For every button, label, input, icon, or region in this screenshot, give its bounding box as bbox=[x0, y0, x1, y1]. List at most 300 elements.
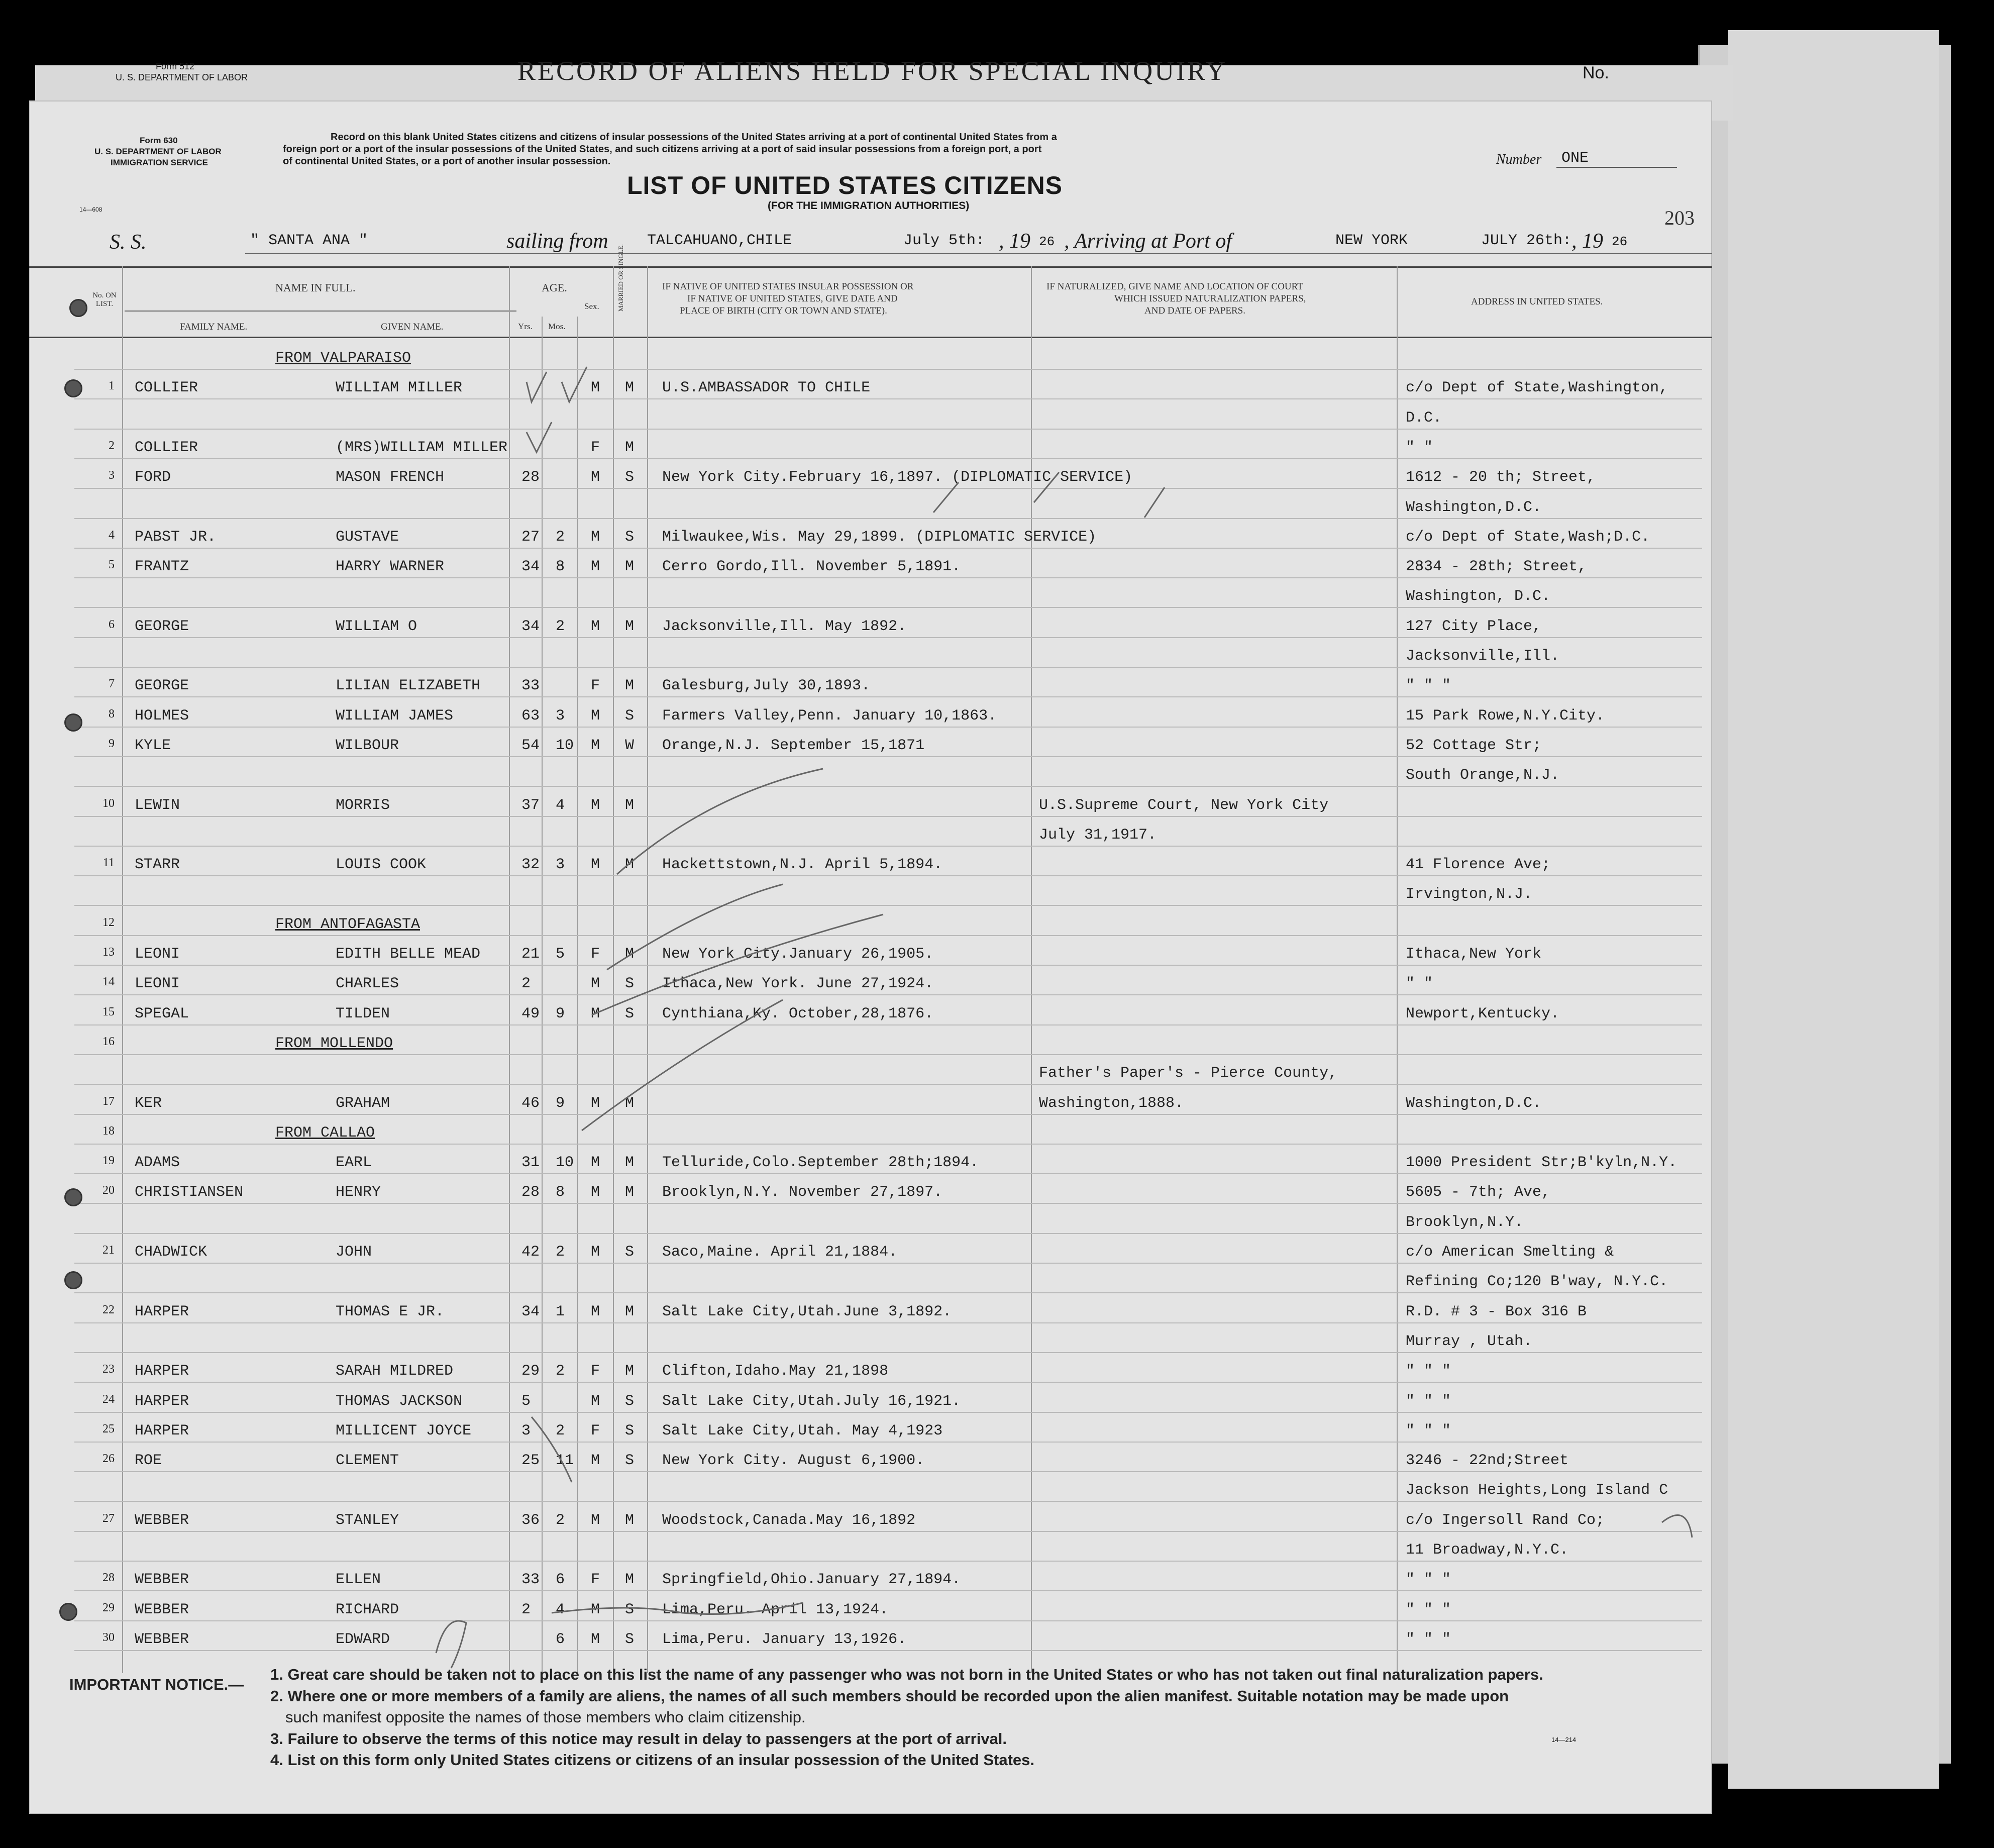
birth-place-date: Saco,Maine. April 21,1884. bbox=[662, 1244, 898, 1261]
age-years: 36 bbox=[521, 1511, 540, 1529]
service-label: IMMIGRATION SERVICE bbox=[111, 158, 208, 167]
birth-place-date: Hackettstown,N.J. April 5,1894. bbox=[662, 856, 943, 874]
age-months: 8 bbox=[556, 1184, 565, 1201]
age-years: 3 bbox=[521, 1422, 531, 1440]
naturalization: July 31,1917. bbox=[1039, 826, 1157, 844]
row-number: 18 bbox=[102, 1124, 115, 1138]
age-months: 2 bbox=[556, 528, 565, 546]
family-name: WEBBER bbox=[135, 1601, 189, 1618]
family-name: COLLIER bbox=[135, 379, 198, 397]
address: " " " bbox=[1406, 1601, 1451, 1618]
age-years: 2 bbox=[521, 1601, 531, 1618]
given-name: ELLEN bbox=[336, 1571, 381, 1589]
birth-place-date: Jacksonville,Ill. May 1892. bbox=[662, 618, 907, 635]
ss-label: S. S. bbox=[110, 231, 147, 254]
family-name: ROE bbox=[135, 1452, 162, 1470]
marital-status: S bbox=[625, 1601, 635, 1618]
birth-place-date: Orange,N.J. September 15,1871 bbox=[662, 737, 925, 754]
sailing-date: July 5th: bbox=[903, 232, 985, 249]
given-name: JOHN bbox=[336, 1244, 372, 1261]
row-number: 24 bbox=[102, 1392, 115, 1406]
row-number: 23 bbox=[102, 1363, 115, 1376]
address: D.C. bbox=[1406, 409, 1442, 427]
col-given-header: GIVEN NAME. bbox=[381, 322, 444, 332]
family-name: FRANTZ bbox=[135, 558, 189, 576]
age-years: 49 bbox=[521, 1005, 540, 1022]
sex: F bbox=[591, 677, 600, 695]
sex: M bbox=[591, 558, 600, 576]
naturalization: Father's Paper's - Pierce County, bbox=[1039, 1065, 1338, 1082]
age-months: 4 bbox=[556, 1601, 565, 1618]
address: Newport,Kentucky. bbox=[1406, 1005, 1560, 1022]
birth-place-date: Farmers Valley,Penn. January 10,1863. bbox=[662, 707, 997, 725]
sex: M bbox=[591, 796, 600, 814]
row-number: 16 bbox=[102, 1035, 115, 1048]
form-512-label: Form 512 bbox=[156, 61, 195, 71]
given-name: MILLICENT JOYCE bbox=[336, 1422, 472, 1440]
given-name: THOMAS JACKSON bbox=[336, 1392, 463, 1410]
birth-place-date: New York City.January 26,1905. bbox=[662, 946, 934, 963]
sex: F bbox=[591, 1422, 600, 1440]
row-number: 19 bbox=[102, 1154, 115, 1168]
age-months: 3 bbox=[556, 707, 565, 725]
ship-name: " SANTA ANA " bbox=[250, 232, 368, 249]
birth-place-date: Woodstock,Canada.May 16,1892 bbox=[662, 1511, 916, 1529]
col-sex-header: Sex. bbox=[584, 301, 599, 311]
family-name: HARPER bbox=[135, 1392, 189, 1410]
sex: M bbox=[591, 707, 600, 725]
address: " " " bbox=[1406, 1630, 1451, 1648]
age-months: 2 bbox=[556, 1511, 565, 1529]
marital-status: M bbox=[625, 618, 635, 635]
instructions-line-3: of continental United States, or a port of another insular possession. bbox=[283, 156, 611, 167]
address: Murray , Utah. bbox=[1406, 1332, 1533, 1350]
given-name: FROM MOLLENDO bbox=[275, 1035, 393, 1052]
col-yrs-header: Yrs. bbox=[518, 322, 533, 331]
age-months: 2 bbox=[556, 1363, 565, 1380]
birth-place-date: Lima,Peru. January 13,1926. bbox=[662, 1630, 907, 1648]
row-number: 30 bbox=[102, 1630, 115, 1644]
sex: M bbox=[591, 1452, 600, 1470]
age-months: 5 bbox=[556, 946, 565, 963]
marital-status: S bbox=[625, 1392, 635, 1410]
address: " " bbox=[1406, 975, 1433, 993]
given-name: MASON FRENCH bbox=[336, 469, 445, 486]
age-years: 29 bbox=[521, 1363, 540, 1380]
address: " " " bbox=[1406, 1363, 1451, 1380]
given-name: WILBOUR bbox=[336, 737, 399, 754]
row-number: 15 bbox=[102, 1005, 115, 1018]
row-number: 29 bbox=[102, 1601, 115, 1614]
year-prefix-2: , 19 bbox=[1571, 230, 1603, 253]
age-months: 2 bbox=[556, 1244, 565, 1261]
address: Washington,D.C. bbox=[1406, 498, 1542, 516]
family-name: SPEGAL bbox=[135, 1005, 189, 1022]
given-name: GUSTAVE bbox=[336, 528, 399, 546]
col-nat-header-3: AND DATE OF PAPERS. bbox=[1144, 305, 1245, 316]
notice-item-3: 3. Failure to observe the terms of this notice may result in delay to passengers at the port of arrival. bbox=[270, 1730, 1007, 1748]
address: c/o Dept of State,Washington, bbox=[1406, 379, 1668, 397]
family-name: KYLE bbox=[135, 737, 171, 754]
age-years: 54 bbox=[521, 737, 540, 754]
age-months: 10 bbox=[556, 737, 574, 754]
family-name: WEBBER bbox=[135, 1630, 189, 1648]
birth-place-date: Telluride,Colo.September 28th;1894. bbox=[662, 1154, 979, 1172]
address: 15 Park Rowe,N.Y.City. bbox=[1406, 707, 1605, 725]
given-name: TILDEN bbox=[336, 1005, 390, 1022]
marital-status: M bbox=[625, 439, 635, 456]
sex: F bbox=[591, 1363, 600, 1380]
aliens-record-title: RECORD OF ALIENS HELD FOR SPECIAL INQUIRY bbox=[517, 56, 1228, 86]
col-family-header: FAMILY NAME. bbox=[180, 322, 248, 332]
col-birth-header-2: IF NATIVE OF UNITED STATES, GIVE DATE AND bbox=[687, 293, 898, 304]
age-years: 63 bbox=[521, 707, 540, 725]
row-number: 28 bbox=[102, 1571, 115, 1585]
age-years: 46 bbox=[521, 1094, 540, 1112]
address: 1612 - 20 th; Street, bbox=[1406, 469, 1596, 486]
address: Brooklyn,N.Y. bbox=[1406, 1213, 1524, 1231]
family-name: FORD bbox=[135, 469, 171, 486]
year-prefix-1: , 19 bbox=[999, 230, 1030, 253]
sex: M bbox=[591, 1005, 600, 1022]
address: South Orange,N.J. bbox=[1406, 767, 1560, 784]
row-number: 3 bbox=[109, 469, 115, 482]
arrival-year: 26 bbox=[1612, 234, 1628, 249]
given-name: WILLIAM O bbox=[336, 618, 417, 635]
family-name: GEORGE bbox=[135, 677, 189, 695]
instructions-line-2: foreign port or a port of the insular possessions of the United States, and such citizens arriving at a port of said insular possessions from a foreign port, a port bbox=[283, 144, 1042, 155]
age-months: 3 bbox=[556, 856, 565, 874]
row-number: 1 bbox=[109, 379, 115, 393]
sailing-year: 26 bbox=[1039, 234, 1055, 249]
arriving-label: , Arriving at Port of bbox=[1064, 230, 1232, 253]
age-years: 27 bbox=[521, 528, 540, 546]
marital-status: M bbox=[625, 1363, 635, 1380]
given-name: MORRIS bbox=[336, 796, 390, 814]
birth-place-date: New York City.February 16,1897. (DIPLOMATIC SERVICE) bbox=[662, 469, 1133, 486]
family-name: COLLIER bbox=[135, 439, 198, 456]
given-name: GRAHAM bbox=[336, 1094, 390, 1112]
dept-label: U. S. DEPARTMENT OF LABOR bbox=[94, 147, 222, 156]
family-name: CHADWICK bbox=[135, 1244, 207, 1261]
age-years: 5 bbox=[521, 1392, 531, 1410]
family-name: GEORGE bbox=[135, 618, 189, 635]
given-name: WILLIAM JAMES bbox=[336, 707, 454, 725]
marital-status: M bbox=[625, 1094, 635, 1112]
address: " " " bbox=[1406, 677, 1451, 695]
marital-status: S bbox=[625, 528, 635, 546]
marital-status: M bbox=[625, 796, 635, 814]
address: R.D. # 3 - Box 316 B bbox=[1406, 1303, 1587, 1320]
row-number: 2 bbox=[109, 439, 115, 452]
age-months: 2 bbox=[556, 1422, 565, 1440]
age-years: 34 bbox=[521, 618, 540, 635]
sex: M bbox=[591, 1601, 600, 1618]
page-title: LIST OF UNITED STATES CITIZENS bbox=[627, 171, 1063, 199]
page-number: 203 bbox=[1664, 207, 1695, 229]
marital-status: M bbox=[625, 856, 635, 874]
address: 2834 - 28th; Street, bbox=[1406, 558, 1587, 576]
col-nat-header-1: IF NATURALIZED, GIVE NAME AND LOCATION OF COURT bbox=[1046, 281, 1303, 292]
address: 11 Broadway,N.Y.C. bbox=[1406, 1542, 1569, 1559]
page-subtitle: (FOR THE IMMIGRATION AUTHORITIES) bbox=[768, 200, 970, 212]
marital-status: M bbox=[625, 946, 635, 963]
sex: M bbox=[591, 1094, 600, 1112]
row-number: 5 bbox=[109, 558, 115, 572]
row-number: 13 bbox=[102, 946, 115, 959]
given-name: CLEMENT bbox=[336, 1452, 399, 1470]
marital-status: S bbox=[625, 469, 635, 486]
sailing-from-port: TALCAHUANO,CHILE bbox=[647, 232, 792, 249]
col-no-header: No. ON LIST. bbox=[92, 291, 117, 308]
row-number: 14 bbox=[102, 975, 115, 989]
given-name: FROM ANTOFAGASTA bbox=[275, 915, 421, 933]
top-number-label: No. bbox=[1583, 63, 1609, 82]
address: Irvington,N.J. bbox=[1406, 886, 1533, 903]
row-number: 25 bbox=[102, 1422, 115, 1435]
col-birth-header-1: IF NATIVE OF UNITED STATES INSULAR POSSESSION OR bbox=[662, 281, 914, 292]
family-name: LEWIN bbox=[135, 796, 180, 814]
marital-status: W bbox=[625, 737, 635, 754]
col-address-header: ADDRESS IN UNITED STATES. bbox=[1471, 296, 1603, 307]
family-name: STARR bbox=[135, 856, 180, 874]
sex: M bbox=[591, 856, 600, 874]
row-number: 9 bbox=[109, 737, 115, 750]
age-years: 31 bbox=[521, 1154, 540, 1172]
age-months: 8 bbox=[556, 558, 565, 576]
address: " " " bbox=[1406, 1571, 1451, 1589]
given-name: HENRY bbox=[336, 1184, 381, 1201]
naturalization: Washington,1888. bbox=[1039, 1094, 1184, 1112]
instructions-line-1: Record on this blank United States citizens and citizens of insular possessions of the United States arriving at a port of continental United States from a bbox=[331, 132, 1057, 143]
number-value: ONE bbox=[1561, 150, 1589, 167]
sex: M bbox=[591, 1154, 600, 1172]
arrival-port: NEW YORK bbox=[1335, 232, 1408, 249]
family-name: HARPER bbox=[135, 1422, 189, 1440]
col-name-header: NAME IN FULL. bbox=[275, 281, 356, 294]
given-name: EARL bbox=[336, 1154, 372, 1172]
age-years: 28 bbox=[521, 1184, 540, 1201]
address: 5605 - 7th; Ave, bbox=[1406, 1184, 1551, 1201]
col-married-header: MARRIED OR SINGLE. bbox=[617, 244, 624, 312]
marital-status: S bbox=[625, 707, 635, 725]
age-years: 25 bbox=[521, 1452, 540, 1470]
given-name: LOUIS COOK bbox=[336, 856, 427, 874]
age-years: 32 bbox=[521, 856, 540, 874]
notice-item-2a: 2. Where one or more members of a family are aliens, the names of all such members should be recorded upon the alien manifest. Suitable notation may be made upon bbox=[270, 1687, 1509, 1705]
age-years: 34 bbox=[521, 558, 540, 576]
birth-place-date: Galesburg,July 30,1893. bbox=[662, 677, 871, 695]
age-years: 37 bbox=[521, 796, 540, 814]
sex: M bbox=[591, 469, 600, 486]
row-number: 6 bbox=[109, 618, 115, 631]
middle-sheet bbox=[1728, 30, 1939, 1789]
marital-status: S bbox=[625, 1630, 635, 1648]
sex: M bbox=[591, 1184, 600, 1201]
marital-status: M bbox=[625, 1511, 635, 1529]
age-months: 9 bbox=[556, 1005, 565, 1022]
family-name: WEBBER bbox=[135, 1571, 189, 1589]
given-name: FROM CALLAO bbox=[275, 1124, 375, 1142]
family-name: HOLMES bbox=[135, 707, 189, 725]
citizens-list-sheet bbox=[29, 100, 1712, 1814]
given-name: RICHARD bbox=[336, 1601, 399, 1618]
number-label: Number bbox=[1496, 152, 1542, 167]
sex: M bbox=[591, 1511, 600, 1529]
sex: M bbox=[591, 975, 600, 993]
notice-item-2b: such manifest opposite the names of those members who claim citizenship. bbox=[285, 1708, 806, 1726]
birth-place-date: Ithaca,New York. June 27,1924. bbox=[662, 975, 934, 993]
marital-status: M bbox=[625, 1154, 635, 1172]
sex: M bbox=[591, 1392, 600, 1410]
notice-item-1: 1. Great care should be taken not to place on this list the name of any passenger who was not born in the United States or who has not taken out final naturalization papers. bbox=[270, 1666, 1543, 1683]
arrival-date: JULY 26th: bbox=[1481, 232, 1572, 249]
address: 52 Cottage Str; bbox=[1406, 737, 1542, 754]
address: Refining Co;120 B'way, N.Y.C. bbox=[1406, 1273, 1668, 1291]
birth-place-date: Milwaukee,Wis. May 29,1899. (DIPLOMATIC SERVICE) bbox=[662, 528, 1097, 546]
given-name: EDWARD bbox=[336, 1630, 390, 1648]
sex: M bbox=[591, 379, 600, 397]
birth-place-date: Cynthiana,Ky. October,28,1876. bbox=[662, 1005, 934, 1022]
col-age-header: AGE. bbox=[542, 281, 567, 294]
birth-place-date: Brooklyn,N.Y. November 27,1897. bbox=[662, 1184, 943, 1201]
sex: F bbox=[591, 946, 600, 963]
birth-place-date: Salt Lake City,Utah. May 4,1923 bbox=[662, 1422, 943, 1440]
age-months: 4 bbox=[556, 796, 565, 814]
address: c/o American Smelting & bbox=[1406, 1244, 1614, 1261]
sex: F bbox=[591, 1571, 600, 1589]
birth-place-date: Lima,Peru. April 13,1924. bbox=[662, 1601, 889, 1618]
birth-place-date: Salt Lake City,Utah.July 16,1921. bbox=[662, 1392, 961, 1410]
family-name: LEONI bbox=[135, 975, 180, 993]
family-name: HARPER bbox=[135, 1303, 189, 1320]
age-months: 6 bbox=[556, 1630, 565, 1648]
row-number: 20 bbox=[102, 1184, 115, 1197]
given-name: EDITH BELLE MEAD bbox=[336, 946, 481, 963]
notice-item-4: 4. List on this form only United States citizens or citizens of an insular possession of the United States. bbox=[270, 1751, 1034, 1769]
row-number: 11 bbox=[102, 856, 115, 870]
marital-status: M bbox=[625, 1571, 635, 1589]
address: Jackson Heights,Long Island C bbox=[1406, 1482, 1668, 1499]
given-name: HARRY WARNER bbox=[336, 558, 445, 576]
given-name: LILIAN ELIZABETH bbox=[336, 677, 481, 695]
address: " " " bbox=[1406, 1422, 1451, 1440]
age-years: 33 bbox=[521, 677, 540, 695]
naturalization: U.S.Supreme Court, New York City bbox=[1039, 796, 1329, 814]
family-name: CHRISTIANSEN bbox=[135, 1184, 244, 1201]
given-name: FROM VALPARAISO bbox=[275, 350, 411, 367]
marital-status: M bbox=[625, 558, 635, 576]
birth-place-date: Salt Lake City,Utah.June 3,1892. bbox=[662, 1303, 952, 1320]
handwritten-marks bbox=[29, 100, 1712, 1814]
age-months: 2 bbox=[556, 618, 565, 635]
age-years: 2 bbox=[521, 975, 531, 993]
birth-place-date: Cerro Gordo,Ill. November 5,1891. bbox=[662, 558, 961, 576]
address: " " " bbox=[1406, 1392, 1451, 1410]
family-name: WEBBER bbox=[135, 1511, 189, 1529]
address: c/o Ingersoll Rand Co; bbox=[1406, 1511, 1605, 1529]
age-years: 42 bbox=[521, 1244, 540, 1261]
age-years: 28 bbox=[521, 469, 540, 486]
marital-status: M bbox=[625, 1303, 635, 1320]
sex: M bbox=[591, 528, 600, 546]
given-name: (MRS)WILLIAM MILLER bbox=[336, 439, 508, 456]
age-years: 34 bbox=[521, 1303, 540, 1320]
marital-status: S bbox=[625, 975, 635, 993]
col-nat-header-2: WHICH ISSUED NATURALIZATION PAPERS, bbox=[1114, 293, 1306, 304]
sex: M bbox=[591, 1244, 600, 1261]
row-number: 7 bbox=[109, 677, 115, 691]
address: 41 Florence Ave; bbox=[1406, 856, 1551, 874]
age-months: 11 bbox=[556, 1452, 574, 1470]
row-number: 21 bbox=[102, 1244, 115, 1257]
address: 1000 President Str;B'kyln,N.Y. bbox=[1406, 1154, 1677, 1172]
birth-place-date: Springfield,Ohio.January 27,1894. bbox=[662, 1571, 961, 1589]
family-name: KER bbox=[135, 1094, 162, 1112]
age-months: 9 bbox=[556, 1094, 565, 1112]
family-name: HARPER bbox=[135, 1363, 189, 1380]
row-number: 22 bbox=[102, 1303, 115, 1316]
given-name: THOMAS E JR. bbox=[336, 1303, 445, 1320]
age-years: 21 bbox=[521, 946, 540, 963]
row-number: 26 bbox=[102, 1452, 115, 1466]
sex: M bbox=[591, 618, 600, 635]
birth-place-date: Clifton,Idaho.May 21,1898 bbox=[662, 1363, 889, 1380]
row-number: 4 bbox=[109, 528, 115, 542]
row-number: 17 bbox=[102, 1094, 115, 1108]
address: " " bbox=[1406, 439, 1433, 456]
marital-status: M bbox=[625, 677, 635, 695]
age-months: 1 bbox=[556, 1303, 565, 1320]
col-mos-header: Mos. bbox=[548, 322, 566, 331]
birth-place-date: U.S.AMBASSADOR TO CHILE bbox=[662, 379, 871, 397]
birth-place-date: New York City. August 6,1900. bbox=[662, 1452, 925, 1470]
col-birth-header-3: PLACE OF BIRTH (CITY OR TOWN AND STATE). bbox=[680, 305, 887, 316]
given-name: STANLEY bbox=[336, 1511, 399, 1529]
address: 3246 - 22nd;Street bbox=[1406, 1452, 1569, 1470]
sex: F bbox=[591, 439, 600, 456]
marital-status: S bbox=[625, 1452, 635, 1470]
given-name: CHARLES bbox=[336, 975, 399, 993]
age-months: 6 bbox=[556, 1571, 565, 1589]
notice-label: IMPORTANT NOTICE.— bbox=[69, 1676, 244, 1693]
marital-status: M bbox=[625, 379, 635, 397]
sex: M bbox=[591, 737, 600, 754]
marital-status: M bbox=[625, 1184, 635, 1201]
family-name: PABST JR. bbox=[135, 528, 217, 546]
marital-status: S bbox=[625, 1244, 635, 1261]
marital-status: S bbox=[625, 1422, 635, 1440]
sailing-from-label: sailing from bbox=[506, 230, 608, 253]
dept-label-top: U. S. DEPARTMENT OF LABOR bbox=[116, 72, 248, 82]
address: c/o Dept of State,Wash;D.C. bbox=[1406, 528, 1650, 546]
sex: M bbox=[591, 1303, 600, 1320]
marital-status: S bbox=[625, 1005, 635, 1022]
given-name: WILLIAM MILLER bbox=[336, 379, 463, 397]
row-number: 27 bbox=[102, 1511, 115, 1525]
address: Ithaca,New York bbox=[1406, 946, 1542, 963]
address: Jacksonville,Ill. bbox=[1406, 648, 1560, 665]
address: Washington,D.C. bbox=[1406, 1094, 1542, 1112]
family-name: ADAMS bbox=[135, 1154, 180, 1172]
row-number: 8 bbox=[109, 707, 115, 721]
sex: M bbox=[591, 1630, 600, 1648]
age-months: 10 bbox=[556, 1154, 574, 1172]
address: Washington, D.C. bbox=[1406, 588, 1551, 605]
family-name: LEONI bbox=[135, 946, 180, 963]
small-code: 14—608 bbox=[79, 206, 102, 213]
address: 127 City Place, bbox=[1406, 618, 1542, 635]
